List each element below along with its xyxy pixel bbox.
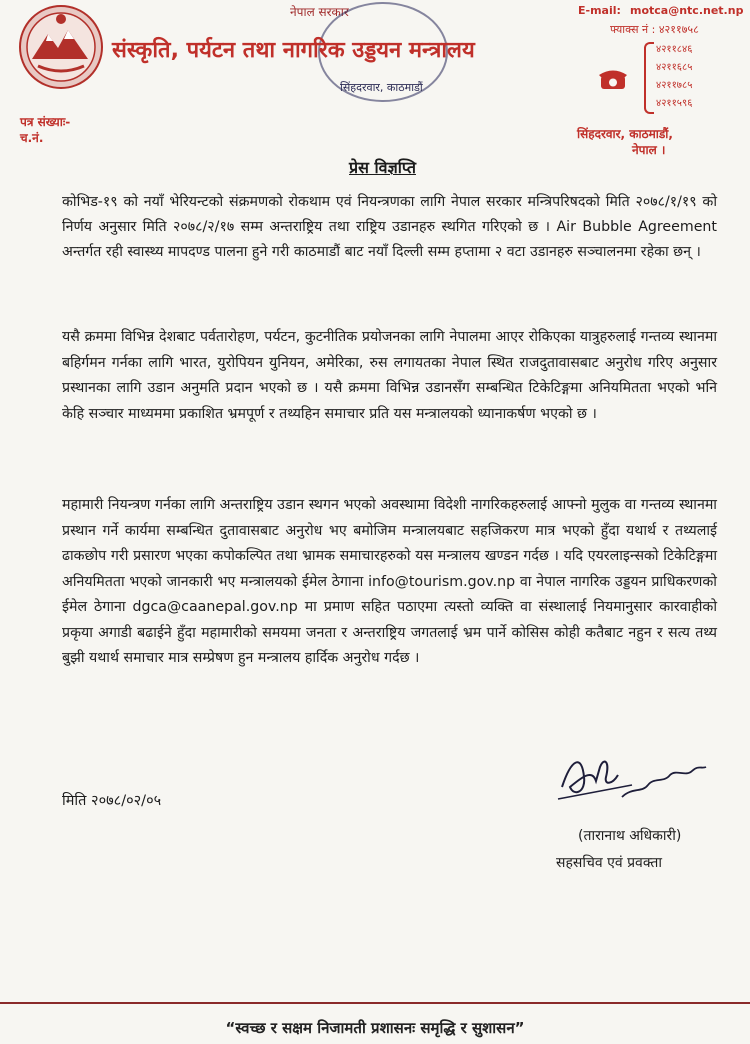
phone-number: ४२११८४६ [656, 44, 693, 55]
phone-number: ४२११६८५ [656, 62, 693, 73]
body-paragraph-1: कोभिड-१९ को नयाँ भेरियन्टको संक्रमणको रोकथाम एवं नियन्त्रणका लागि नेपाल सरकार मन्त्रिपरिषदको मिति २०७८/१/१९ को निर्णय अनुसार मिति २०७८/२/१७ सम्म अन्तराष्ट्रिय तथा राष्ट्रिय उडानहरु स्थगित गरिएको छ । Air Bubble Agreement अन्तर्गत रही स्वास्थ्य मापदण्ड पालना हुने गरी काठमाडौं बाट नयाँ दिल्ली सम्म हप्तामा २ वटा उडानहरु सञ्चालनमा रहेका छन् । [62, 194, 717, 260]
dispatch-number-label: च.नं. [20, 131, 44, 145]
address-line-2: नेपाल । [632, 143, 666, 157]
phone-number: ४२११७८५ [656, 80, 693, 91]
caan-email-link[interactable]: dgca@caanepal.gov.np [132, 599, 298, 615]
nepal-emblem-icon [18, 4, 104, 90]
signer-designation: सहसचिव एवं प्रवक्ता [556, 855, 662, 871]
government-label: नेपाल सरकार [290, 5, 349, 19]
phone-number: ४२११५९६ [656, 98, 693, 109]
telephone-icon [598, 68, 628, 90]
email-label: E-mail: [578, 4, 621, 17]
document-title: प्रेस विज्ञप्ति [349, 158, 416, 177]
paragraph-text: वा नेपाल नागरिक उड्डयन प्राधिकरणको ईमेल ठेगाना [62, 573, 717, 615]
body-paragraph-3 [62, 493, 717, 672]
email-value[interactable]: motca@ntc.net.np [630, 4, 744, 17]
footer-divider [0, 1002, 750, 1004]
footer-motto: “स्वच्छ र सक्षम निजामती प्रशासनः समृद्धि र सुशासन” [225, 1019, 525, 1037]
issue-date: मिति २०७८/०२/०५ [62, 793, 162, 809]
paragraph-text: मा प्रमाण सहित पठाएमा त्यस्तो व्यक्ति वा संस्थालाई नियमानुसार कारवाहीको प्रकृया अगाडी बढाईने हुँदा महामारीको समयमा जनता र अन्तराष्ट्रिय जगतलाई भ्रम पार्ने कोसिस कोही कतैबाट नहुन र सत्य तथ्य बुझी यथार्थ समाचार मात्र सम्प्रेषण हुन मन्त्रालय हार्दिक अनुरोध गर्दछ । [62, 599, 717, 666]
letter-reference-label: पत्र संख्याः- [20, 115, 71, 129]
signer-name: (तारानाथ अधिकारी) [578, 828, 682, 844]
ministry-name: संस्कृति, पर्यटन तथा नागरिक उड्डयन मन्त्रालय [112, 38, 475, 63]
stamp-text: सिंहदरवार, काठमाडौं [340, 81, 423, 94]
paragraph-text: महामारी नियन्त्रण गर्नका लागि अन्तराष्ट्रिय उडान स्थगन भएको अवस्थामा विदेशी नागरिकहरुलाई आफ्नो मुलुक वा गन्तव्य स्थानमा प्रस्थान गर्ने कार्यमा सम्बन्धित दुतावासबाट अनुरोध भए बमोजिम मन्त्रालयबाट सहजिकरण मात्र भएकाे हुँदा यथार्थ र तथ्यलाई ढाकछोप गरी प्रसारण भएका कपोकल्पित तथा भ्रामक समाचारहरुको यस मन्त्रालय खण्डन गर्दछ । यदि एयरलाइन्सको टिकेटिङ्गमा अनियमितता भएको जानकारी भए मन्त्रालयको ईमेल ठेगाना [62, 497, 717, 590]
tourism-email-link[interactable]: info@tourism.gov.np [368, 573, 516, 590]
handwritten-signature [552, 747, 712, 817]
phone-number-list [656, 41, 692, 113]
phone-brace [644, 42, 654, 114]
address-line-1: सिंहदरवार, काठमाडौं, [577, 127, 673, 141]
body-paragraph-2: यसै क्रममा विभिन्न देशबाट पर्वतारोहण, पर्यटन, कुटनीतिक प्रयोजनका लागि नेपालमा आएर रोकिएका यात्रुहरुलाई गन्तव्य स्थानमा बहिर्गमन गर्नका लागि भारत, युरोपियन युनियन, अमेरिका, रुस लगायतका नेपाल स्थित राजदुतावासबाट अनुरोध गरिए अनुसार प्रस्थानका लागि उडान अनुमति प्रदान भएको छ । यसै क्रममा विभिन्न उडानसँग सम्बन्धित टिकेटिङ्गमा अनियमितता भएको भनि केहि सञ्चार माध्यममा प्रकाशित भ्रमपूर्ण र तथ्यहिन समाचार प्रति यस मन्त्रालयको ध्यानाकर्षण भएको छ । [62, 329, 717, 422]
fax-number: फ्याक्स नं : ४२११७५८ [610, 23, 699, 36]
